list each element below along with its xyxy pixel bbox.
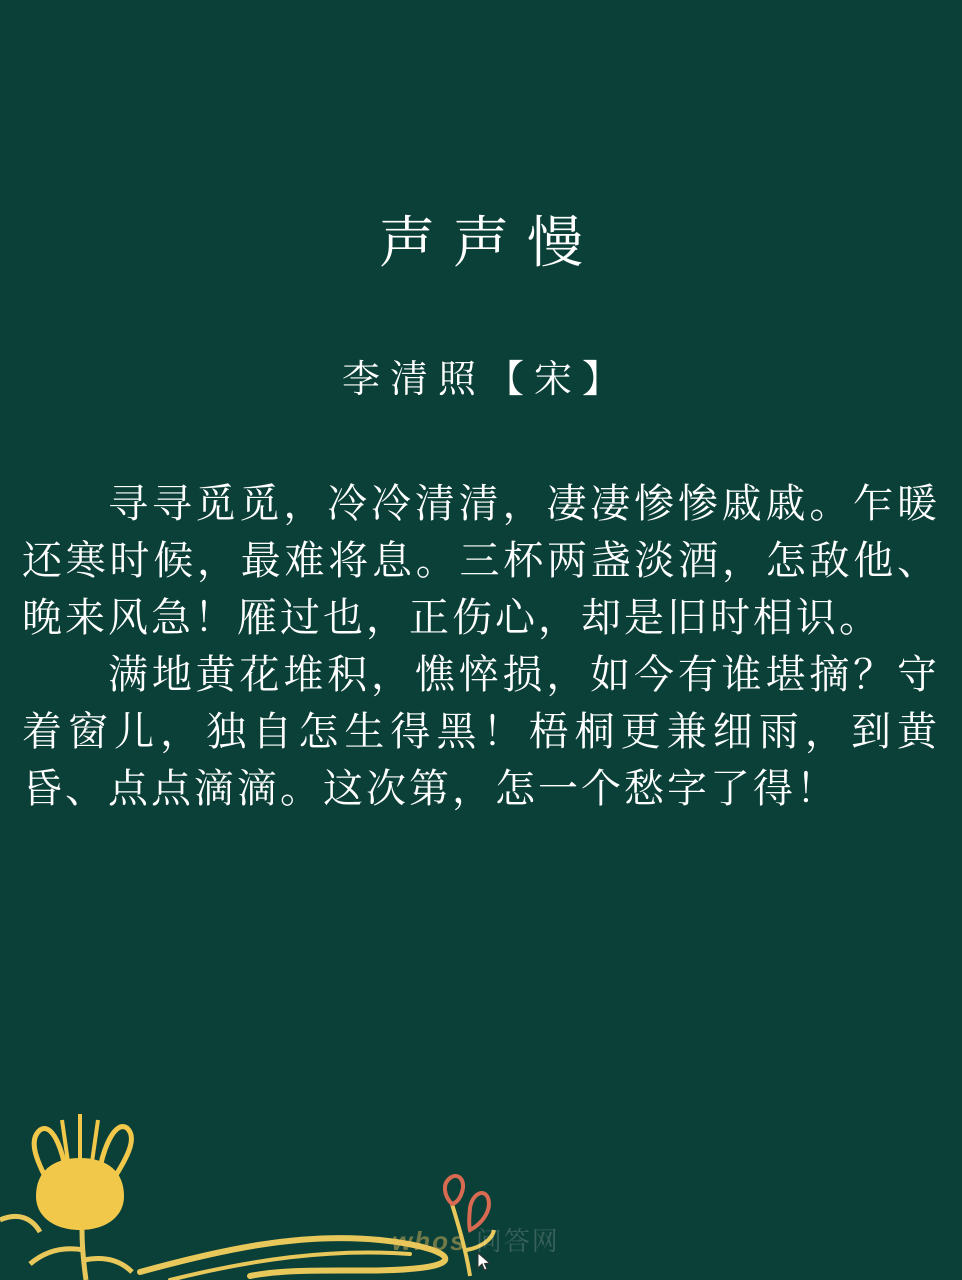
watermark <box>392 1221 560 1258</box>
mouse-cursor-icon <box>477 1252 491 1272</box>
poem-body <box>0 403 962 817</box>
lily-flower-icon <box>0 1114 132 1280</box>
poem-title: 声声慢 <box>379 213 601 275</box>
poem-stanza-2: 满地黄花堆积，憔悴损，如今有谁堪摘？守着窗儿，独自怎生得黑！梧桐更兼细雨，到黄昏、点点滴滴。这次第，怎一个愁字了得！ <box>22 651 940 811</box>
watermark-brand: whos <box>392 1226 467 1256</box>
poem-stanza-1: 寻寻觅觅，冷冷清清，凄凄惨惨戚戚。乍暖还寒时候，最难将息。三杯两盏淡酒，怎敌他、晚来风急！雁过也，正伤心，却是旧时相识。 <box>22 480 940 640</box>
watermark-text: 问答网 <box>475 1226 560 1256</box>
poem-author: 李清照【宋】 <box>341 358 630 401</box>
